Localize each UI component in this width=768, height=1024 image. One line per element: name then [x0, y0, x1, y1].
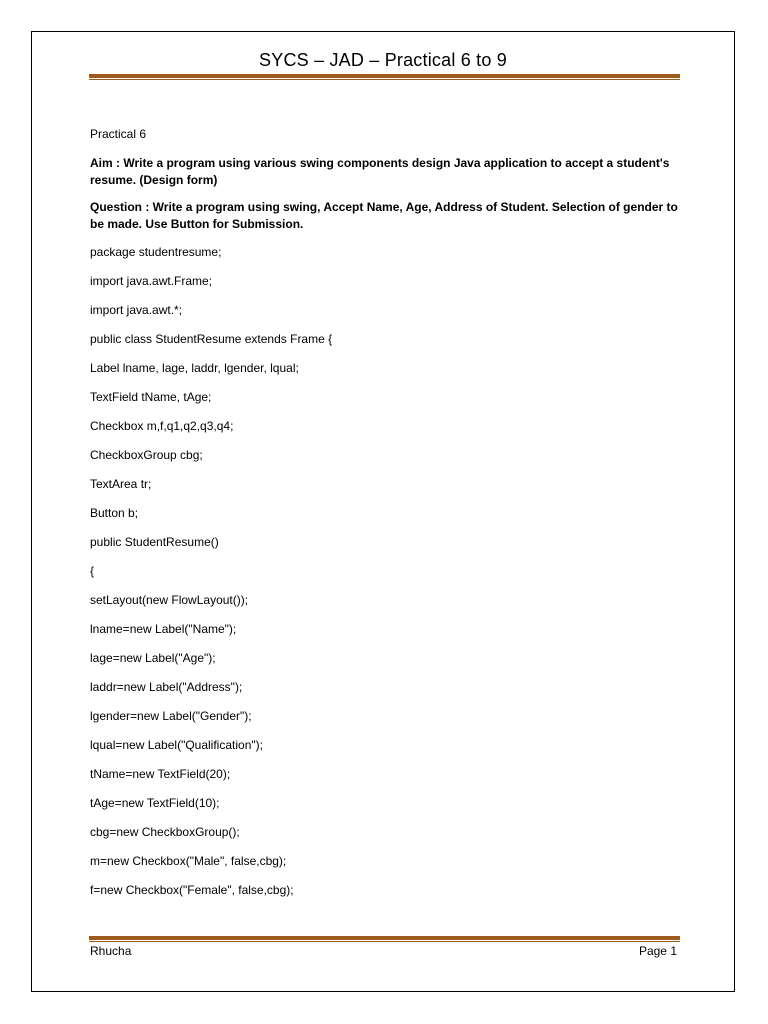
document-body: [90, 126, 680, 911]
code-line: {: [90, 564, 95, 578]
code-line: lage=new Label("Age");: [90, 651, 216, 665]
code-line: lqual=new Label("Qualification");: [90, 738, 263, 752]
code-line: import java.awt.Frame;: [90, 274, 213, 288]
code-line: Button b;: [90, 506, 139, 520]
code-line: m=new Checkbox("Male", false,cbg);: [90, 854, 287, 868]
code-line: import java.awt.*;: [90, 303, 183, 317]
code-line: tAge=new TextField(10);: [90, 796, 220, 810]
footer-page-number: Page 1: [638, 944, 677, 958]
code-line: public class StudentResume extends Frame {: [90, 332, 333, 346]
code-line: setLayout(new FlowLayout());: [90, 593, 249, 607]
header-rule-thick: [89, 74, 680, 78]
code-line: lname=new Label("Name");: [90, 622, 237, 636]
code-line: TextArea tr;: [90, 477, 152, 491]
code-listing: [90, 244, 680, 899]
code-line: CheckboxGroup cbg;: [90, 448, 203, 462]
code-line: f=new Checkbox("Female", false,cbg);: [90, 883, 294, 897]
code-line: package studentresume;: [90, 245, 222, 259]
code-line: tName=new TextField(20);: [90, 767, 231, 781]
code-line: Label lname, lage, laddr, lgender, lqual;: [90, 361, 299, 375]
code-line: TextField tName, tAge;: [90, 390, 212, 404]
code-line: public StudentResume(): [90, 535, 219, 549]
document-page: [31, 31, 735, 992]
footer-rule-thin: [89, 941, 680, 942]
question-text: Question : Write a program using swing, Accept Name, Age, Address of Student. Selection of gender to be made. Use Button for Submission.: [90, 200, 678, 231]
code-line: Checkbox m,f,q1,q2,q3,q4;: [90, 419, 234, 433]
page-header-title: SYCS – JAD – Practical 6 to 9: [259, 50, 507, 70]
footer-rule-thick: [89, 936, 680, 940]
footer-author: Rhucha: [90, 944, 132, 958]
code-line: laddr=new Label("Address");: [90, 680, 243, 694]
aim-text: Aim : Write a program using various swing components design Java application to accept a student's resume. (Design form): [90, 156, 670, 187]
practical-title: Practical 6: [90, 127, 147, 141]
code-line: cbg=new CheckboxGroup();: [90, 825, 240, 839]
header-rule-thin: [89, 79, 680, 80]
code-line: lgender=new Label("Gender");: [90, 709, 252, 723]
